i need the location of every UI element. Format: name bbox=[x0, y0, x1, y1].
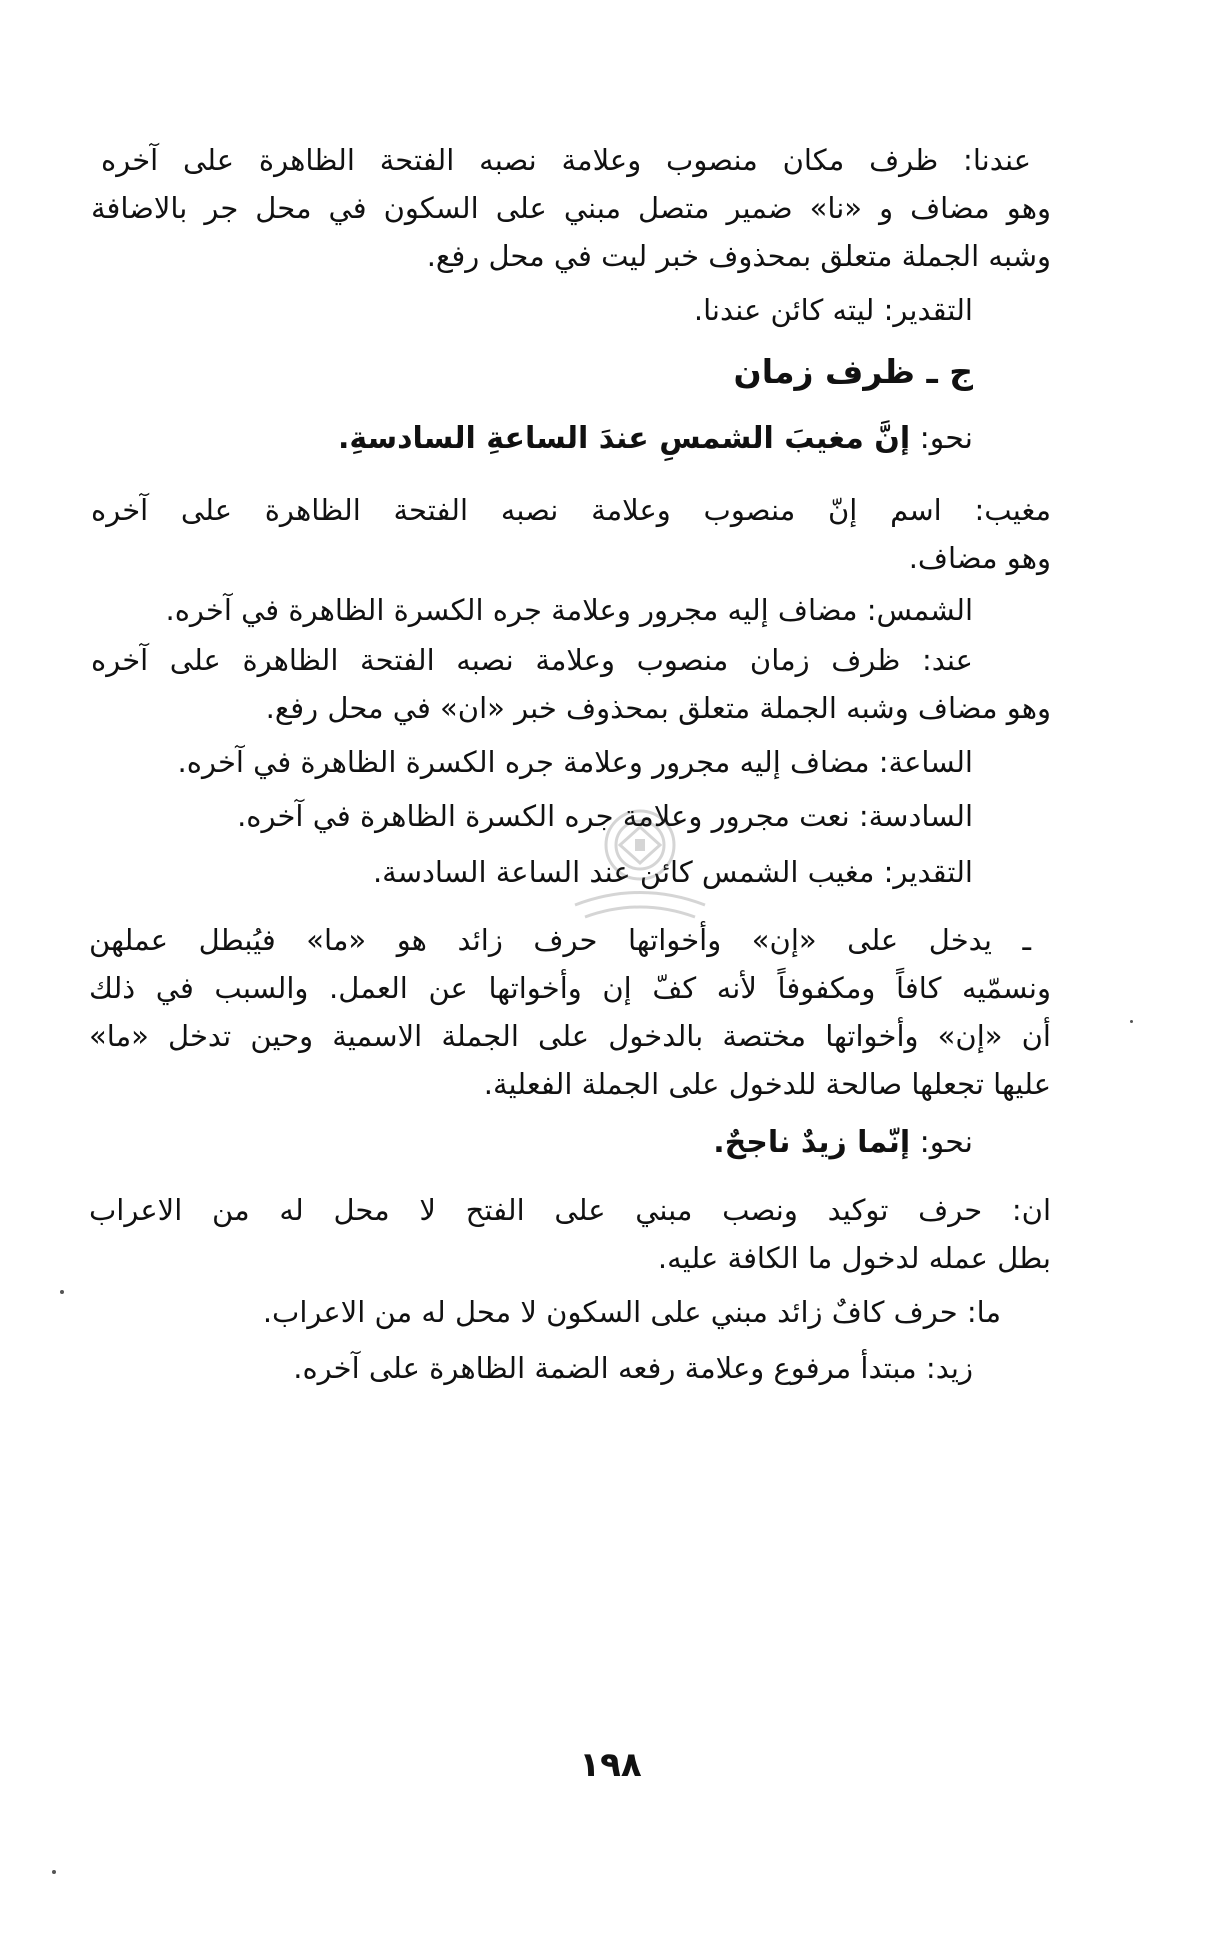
scan-speck bbox=[60, 1290, 64, 1294]
parsing-3-line-1: عند: ظرف زمان منصوب وعلامة نصبه الفتحة الظاهرة على آخره bbox=[91, 643, 973, 677]
example-1-prefix: نحو: bbox=[919, 421, 973, 456]
parsing-8: زيد: مبتدأ مرفوع وعلامة رفعه الضمة الظاهرة على آخره. bbox=[293, 1351, 973, 1385]
paragraph-1-line-1: عندنا: ظرف مكان منصوب وعلامة نصبه الفتحة الظاهرة على آخره bbox=[101, 143, 1031, 177]
paragraph-2-line-2: ونسمّيه كافاً ومكفوفاً لأنه كفّ إن وأخواتها عن العمل. والسبب في ذلك bbox=[89, 971, 1051, 1005]
parsing-5: السادسة: نعت مجرور وعلامة جره الكسرة الظاهرة في آخره. bbox=[237, 799, 973, 833]
example-2-prefix: نحو: bbox=[919, 1125, 973, 1160]
estimate-line-2: التقدير: مغيب الشمس كائن عند الساعة السادسة. bbox=[372, 855, 973, 889]
page-number: ١٩٨ bbox=[579, 1745, 642, 1785]
example-2 bbox=[713, 1122, 973, 1164]
example-2-sentence: إنّما زيدٌ ناجحٌ. bbox=[713, 1125, 911, 1160]
parsing-3-line-2: وهو مضاف وشبه الجملة متعلق بمحذوف خبر «ان» في محل رفع. bbox=[265, 691, 1051, 725]
scan-speck bbox=[1130, 1020, 1133, 1023]
paragraph-2-line-1: ـ يدخل على «إن» وأخواتها حرف زائد هو «ما» فيُبطل عملهن bbox=[89, 923, 1031, 957]
parsing-6-line-2: بطل عمله لدخول ما الكافة عليه. bbox=[657, 1241, 1051, 1275]
library-seal-icon bbox=[565, 785, 715, 935]
parsing-1-line-1: مغيب: اسم إنّ منصوب وعلامة نصبه الفتحة الظاهرة على آخره bbox=[91, 493, 1051, 527]
parsing-7: ما: حرف كافٌ زائد مبني على السكون لا محل له من الاعراب. bbox=[262, 1295, 1001, 1329]
estimate-line-1: التقدير: ليته كائن عندنا. bbox=[693, 293, 973, 327]
example-1 bbox=[338, 418, 973, 460]
paragraph-1-line-3: وشبه الجملة متعلق بمحذوف خبر ليت في محل رفع. bbox=[426, 239, 1051, 273]
parsing-6-line-1: ان: حرف توكيد ونصب مبني على الفتح لا محل له من الاعراب bbox=[89, 1193, 1051, 1227]
example-1-sentence: إنَّ مغيبَ الشمسِ عندَ الساعةِ السادسةِ. bbox=[337, 421, 911, 456]
paragraph-2-line-4: عليها تجعلها صالحة للدخول على الجملة الفعلية. bbox=[483, 1067, 1051, 1101]
scan-speck bbox=[52, 1870, 56, 1874]
section-heading: ج ـ ظرف زمان bbox=[733, 352, 973, 391]
paragraph-2-line-3: أن «إن» وأخواتها مختصة بالدخول على الجملة الاسمية وحين تدخل «ما» bbox=[89, 1019, 1051, 1053]
parsing-1-line-2: وهو مضاف. bbox=[908, 541, 1051, 575]
parsing-4: الساعة: مضاف إليه مجرور وعلامة جره الكسرة الظاهرة في آخره. bbox=[177, 745, 973, 779]
paragraph-1-line-2: وهو مضاف و «نا» ضمير متصل مبني على السكون في محل جر بالاضافة bbox=[91, 191, 1051, 225]
parsing-2: الشمس: مضاف إليه مجرور وعلامة جره الكسرة الظاهرة في آخره. bbox=[165, 593, 973, 627]
